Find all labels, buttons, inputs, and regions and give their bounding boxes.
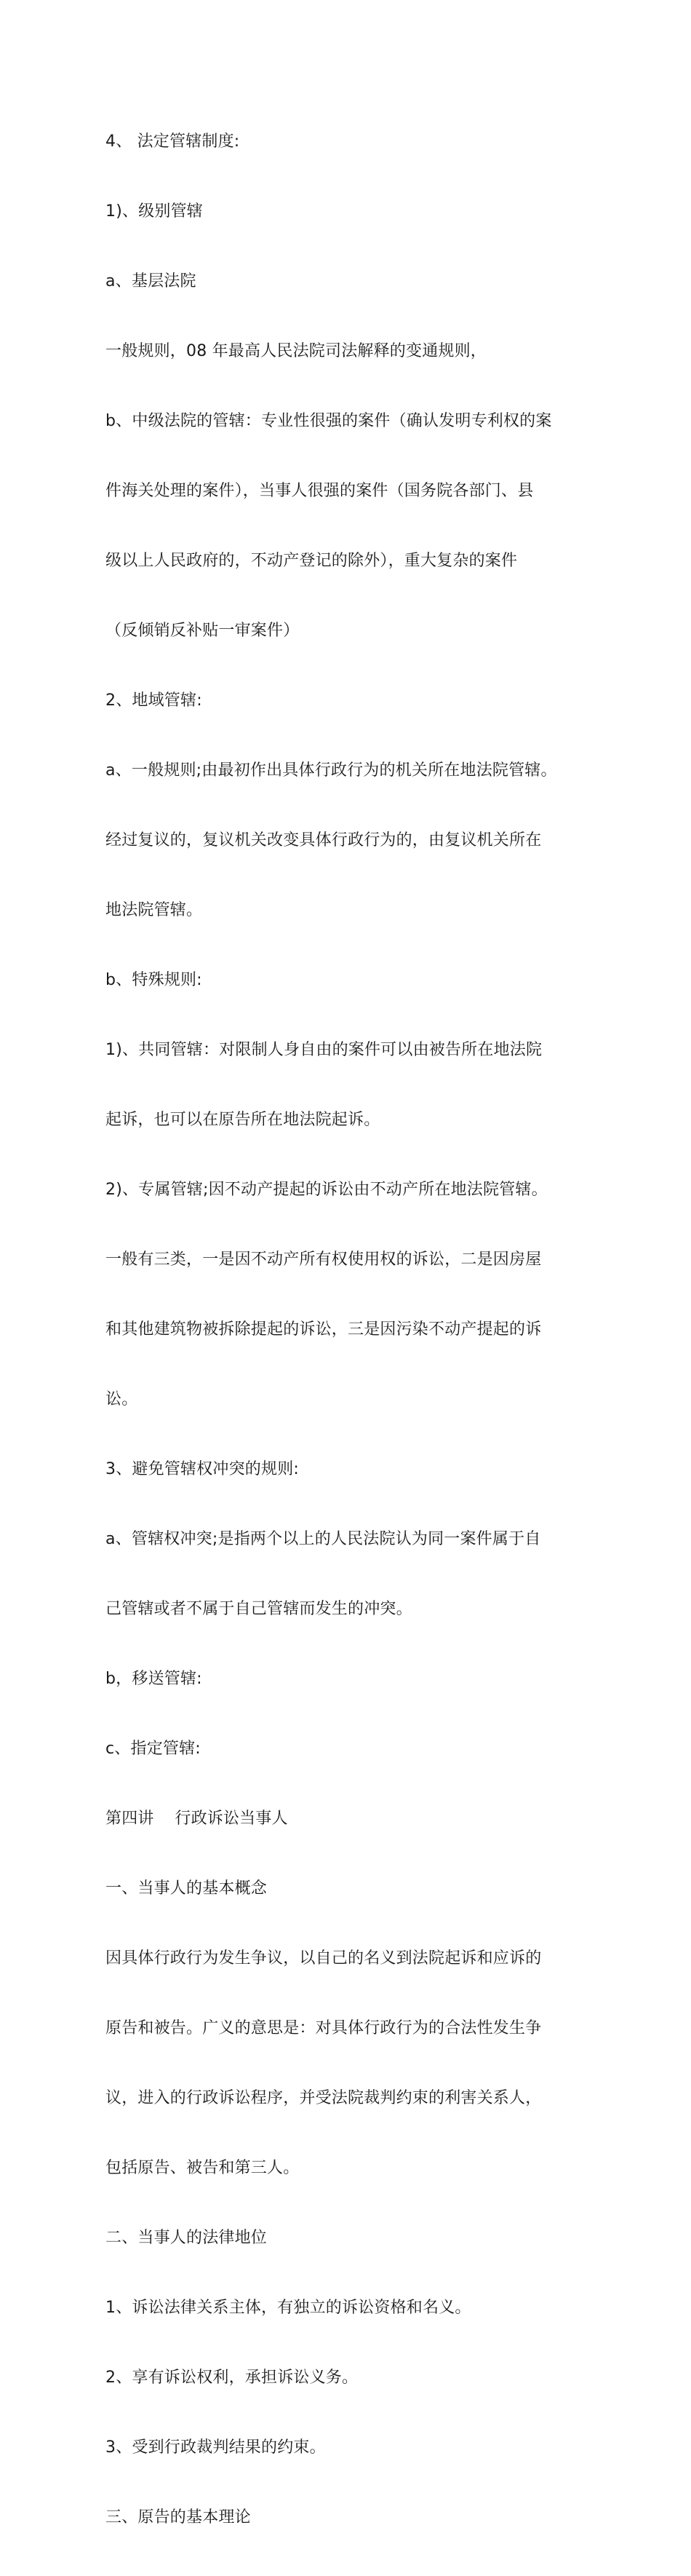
text-line: 议，进入的行政诉讼程序，并受法院裁判约束的利害关系人， (105, 2089, 542, 2107)
text-line: 经过复议的，复议机关改变具体行政行为的，由复议机关所在 (105, 831, 542, 849)
text-line: 一般有三类，一是因不动产所有权使用权的诉讼，二是因房屋 (105, 1251, 542, 1269)
text-line: 包括原告、被告和第三人。 (105, 2159, 300, 2177)
text-line: 级以上人民政府的，不动产登记的除外），重大复杂的案件 (105, 552, 518, 570)
text-line: 2)、专属管辖;因不动产提起的诉讼由不动产所在地法院管辖。 (105, 1181, 548, 1199)
text-line: 1)、级别管辖 (105, 202, 203, 221)
section-heading: 第四讲 行政诉讼当事人 (105, 1810, 288, 1828)
text-line: 一般规则，08 年最高人民法院司法解释的变通规则， (105, 342, 487, 360)
text-line: 二、当事人的法律地位 (105, 2229, 268, 2247)
text-line: a、管辖权冲突;是指两个以上的人民法院认为同一案件属于自 (105, 1530, 541, 1548)
text-line: 一、当事人的基本概念 (105, 1879, 268, 1898)
text-line: 2、享有诉讼权利，承担诉讼义务。 (105, 2369, 359, 2387)
text-line: 4、 法定管辖制度: (105, 132, 240, 151)
document-body (105, 84, 593, 2576)
text-line: 己管辖或者不属于自己管辖而发生的冲突。 (105, 1600, 412, 1618)
text-line: 2、地域管辖: (105, 691, 202, 710)
text-line: （反倾销反补贴一审案件） (105, 622, 300, 640)
text-line: 三、原告的基本理论 (105, 2508, 251, 2527)
text-line: b、中级法院的管辖：专业性很强的案件（确认发明专利权的案 (105, 412, 552, 430)
text-line: 3、受到行政裁判结果的约束。 (105, 2438, 326, 2457)
text-line: 1、诉讼法律关系主体，有独立的诉讼资格和名义。 (105, 2299, 471, 2317)
text-line: b，移送管辖: (105, 1670, 202, 1688)
text-line: 件海关处理的案件），当事人很强的案件（国务院各部门、县 (105, 482, 534, 500)
text-line: 讼。 (105, 1390, 138, 1408)
text-line: 和其他建筑物被拆除提起的诉讼，三是因污染不动产提起的诉 (105, 1320, 542, 1339)
text-line: 因具体行政行为发生争议，以自己的名义到法院起诉和应诉的 (105, 1949, 542, 1967)
text-line: 原告和被告。广义的意思是：对具体行政行为的合法性发生争 (105, 2019, 542, 2037)
text-line: c、指定管辖: (105, 1740, 201, 1758)
text-line: 地法院管辖。 (105, 901, 203, 919)
text-line: 起诉，也可以在原告所在地法院起诉。 (105, 1111, 380, 1129)
text-line: a、基层法院 (105, 272, 196, 290)
text-line: a、一般规则;由最初作出具体行政行为的机关所在地法院管辖。 (105, 761, 557, 780)
text-line: 1)、共同管辖：对限制人身自由的案件可以由被告所在地法院 (105, 1041, 543, 1059)
text-line: 3、避免管辖权冲突的规则: (105, 1460, 300, 1478)
text-line: b、特殊规则: (105, 971, 202, 989)
